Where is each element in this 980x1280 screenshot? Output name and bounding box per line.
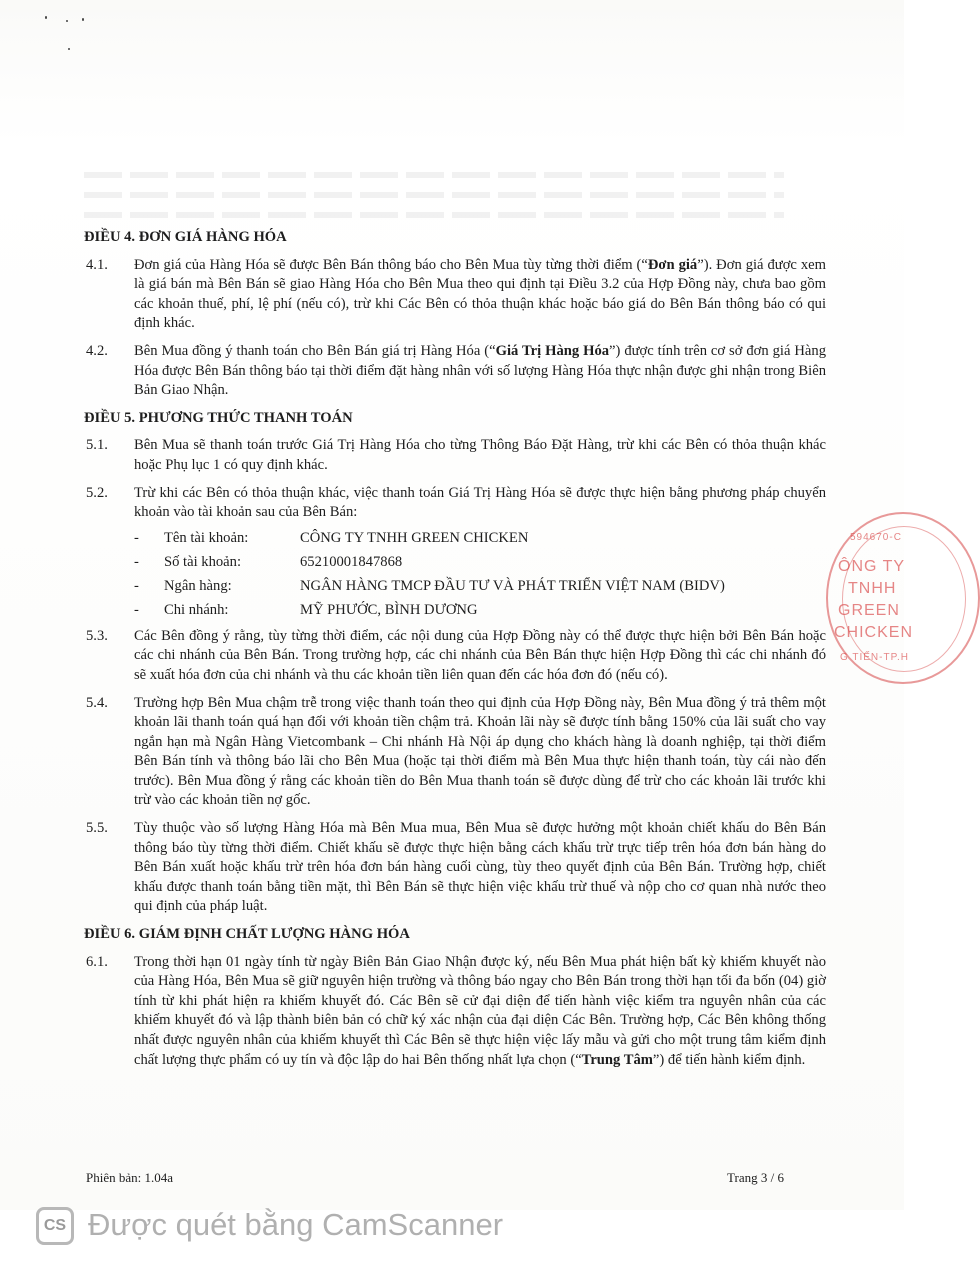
clause-text: Đơn giá của Hàng Hóa sẽ được Bên Bán thông báo cho Bên Mua tùy từng thời điểm (“Đơn giá”). Đơn giá được xem là giá bán mà Bên Bán sẽ giao Hàng Hóa cho Bên Mua theo qui định tại Điều 3.2 của Hợp Đồng này, chưa bao gồm các khoản thuế, phí, lệ phí (nếu có), trừ khi Các Bên có thỏa thuận khác hoặc báo giá do Bên Bán thông báo có qui định khác. — [134, 256, 826, 332]
bank-account-details — [134, 527, 826, 623]
clause-number: 5.5. — [86, 820, 108, 837]
clause — [86, 627, 826, 686]
clause-text: Tùy thuộc vào số lượng Hàng Hóa mà Bên Mua mua, Bên Mua sẽ được hưởng một khoản chiết khấu do Bên Bán thông báo tùy từng thời điểm. Chiết khấu sẽ được thực hiện bằng cách khấu trừ trực tiếp trên hóa đơn bán hàng do Bên Bán xuất hoặc khấu trừ trên hóa đơn bán hàng cuối cùng, tùy theo quyết định của Bên Bán. Trường hợp, chiết khấu được thanh toán bằng tiền mặt, thì Bên Bán sẽ thực hiện việc khấu trừ thuế và nộp cho cơ quan nhà nước theo qui định của pháp luật. — [134, 820, 826, 915]
section-heading: ĐIỀU 6. GIÁM ĐỊNH CHẤT LƯỢNG HÀNG HÓA — [84, 926, 410, 943]
bank-label: Tên tài khoản: — [164, 529, 249, 546]
clause-text: Các Bên đồng ý rằng, tùy từng thời điểm, các nội dung của Hợp Đồng này có thể được thực hiện bởi Bên Bán hoặc các chi nhánh của Bên Bán. Trong trường hợp, các chi nhánh của Bên Bán thực hiện Hợp Đồng thì các chi nhánh đó sẽ xuất hóa đơn của chi nhánh và thu các khoản tiền liên quan đến các hóa đơn đó (nếu có). — [134, 627, 826, 683]
clause-text: Trường hợp Bên Mua chậm trễ trong việc thanh toán theo qui định của Hợp Đồng này, Bên Mua đồng ý trả thêm một khoản lãi thanh toán quá hạn đối với khoản tiền chậm trả. Khoản lãi này sẽ được tính bằng 150% của lãi suất cho vay ngắn hạn mà Ngân Hàng Vietcombank – Chi nhánh Hà Nội áp dụng cho khách hàng là doanh nghiệp, tại thời điểm Bên Bán tính và thông báo lãi cho Bên Mua (hoặc tại thời điểm mà Bên Mua thực hiện thanh toán, tùy cái nào đến trước). Bên Mua đồng ý rằng các khoản tiền do Bên Mua thanh toán sẽ được dùng để trừ cho các khoản lãi trước khi trừ vào các khoản tiền nợ gốc. — [134, 694, 826, 809]
clause-text: Trong thời hạn 01 ngày tính từ ngày Biên Bản Giao Nhận được ký, nếu Bên Mua phát hiện bất kỳ khiếm khuyết nào của Hàng Hóa, Bên Mua sẽ giữ nguyên hiện trường và thông báo ngay cho Bên Bán trong thời hạn tối đa bốn (04) giờ tính từ khi phát hiện ra khiếm khuyết đó. Các Bên sẽ cử đại diện để tiến hành việc kiểm tra nguyên nhân của các khiếm khuyết đó và lập thành biên bản có chữ ký xác nhận của đại diện Các Bên. Trường hợp, Các Bên không thống nhất được nguyên nhân của khiếm khuyết thì Các Bên sẽ thực hiện việc lấy mẫu và gửi cho một trung tâm kiểm định chất lượng thực phẩm có uy tín và độc lập do hai Bên thống nhất lựa chọn (“Trung Tâm”) để tiến hành kiểm định. — [134, 953, 826, 1068]
bleed-through-line — [84, 192, 784, 198]
bank-row-bank — [134, 575, 826, 599]
clause — [86, 953, 826, 1071]
bank-value: 65210001847868 — [300, 553, 403, 570]
bullet-dash: - — [134, 601, 139, 618]
clause-text: Bên Mua đồng ý thanh toán cho Bên Bán giá trị Hàng Hóa (“Giá Trị Hàng Hóa”) được tính trên cơ sở đơn giá Hàng Hóa được Bên Bán thông báo tại thời điểm đặt hàng nhân với số lượng Hàng Hóa thực nhận được ghi nhận trong Biên Bản Giao Nhận. — [134, 342, 827, 399]
clause-text: Bên Mua sẽ thanh toán trước Giá Trị Hàng Hóa cho từng Thông Báo Đặt Hàng, trừ khi các Bên có thỏa thuận khác hoặc Phụ lục 1 có quy định khác. — [134, 437, 826, 473]
clause-text: Trừ khi các Bên có thỏa thuận khác, việc thanh toán Giá Trị Hàng Hóa sẽ được thực hiện bằng phương pháp chuyển khoản vào tài khoản sau của Bên Bán: — [134, 484, 826, 521]
bank-row-account-number — [134, 551, 826, 575]
clause-number: 6.1. — [86, 953, 108, 970]
bullet-dash: - — [134, 577, 139, 594]
section-heading: ĐIỀU 5. PHƯƠNG THỨC THANH TOÁN — [84, 409, 353, 426]
clause — [86, 256, 826, 334]
document-body — [86, 228, 826, 1078]
bleed-through-line — [84, 212, 784, 218]
seal-text: G TIẾN-TP.H — [840, 652, 909, 663]
bullet-dash: - — [134, 529, 139, 546]
bank-label: Chi nhánh: — [164, 601, 229, 618]
clause — [86, 694, 826, 812]
bank-row-account-name — [134, 527, 826, 551]
clause-number: 4.2. — [86, 342, 108, 359]
clause — [86, 342, 826, 401]
seal-inner-ring — [842, 526, 966, 672]
bleed-through-line — [84, 172, 784, 178]
bank-label: Ngân hàng: — [164, 577, 232, 594]
camscanner-watermark: Được quét bằng CamScanner — [88, 1207, 504, 1242]
section-heading: ĐIỀU 4. ĐƠN GIÁ HÀNG HÓA — [84, 229, 287, 245]
clause — [86, 436, 826, 475]
footer-version: Phiên bản: 1.04a — [86, 1170, 174, 1185]
footer-page-number: Trang 3 / 6 — [727, 1170, 784, 1185]
clause-number: 4.1. — [86, 256, 108, 273]
clause-number: 5.1. — [86, 437, 108, 454]
clause — [86, 484, 826, 523]
bank-value: NGÂN HÀNG TMCP ĐẦU TƯ VÀ PHÁT TRIỂN VIỆT NAM (BIDV) — [300, 577, 725, 594]
bank-row-branch — [134, 599, 826, 623]
bullet-dash: - — [134, 553, 139, 570]
seal-text: CHICKEN — [834, 624, 914, 641]
bank-value: CÔNG TY TNHH GREEN CHICKEN — [300, 529, 529, 546]
clause — [86, 819, 826, 917]
seal-text: GREEN — [838, 602, 900, 619]
seal-text: TNHH — [848, 580, 897, 597]
clause-number: 5.2. — [86, 484, 108, 501]
camscanner-logo: CS — [36, 1207, 74, 1245]
clause-number: 5.3. — [86, 627, 108, 644]
bank-value: MỸ PHƯỚC, BÌNH DƯƠNG — [300, 601, 478, 618]
company-seal — [826, 512, 980, 684]
bank-label: Số tài khoản: — [164, 553, 242, 570]
seal-text: 594670-C — [850, 532, 902, 543]
clause-number: 5.4. — [86, 694, 108, 711]
seal-text: ÔNG TY — [838, 558, 906, 575]
